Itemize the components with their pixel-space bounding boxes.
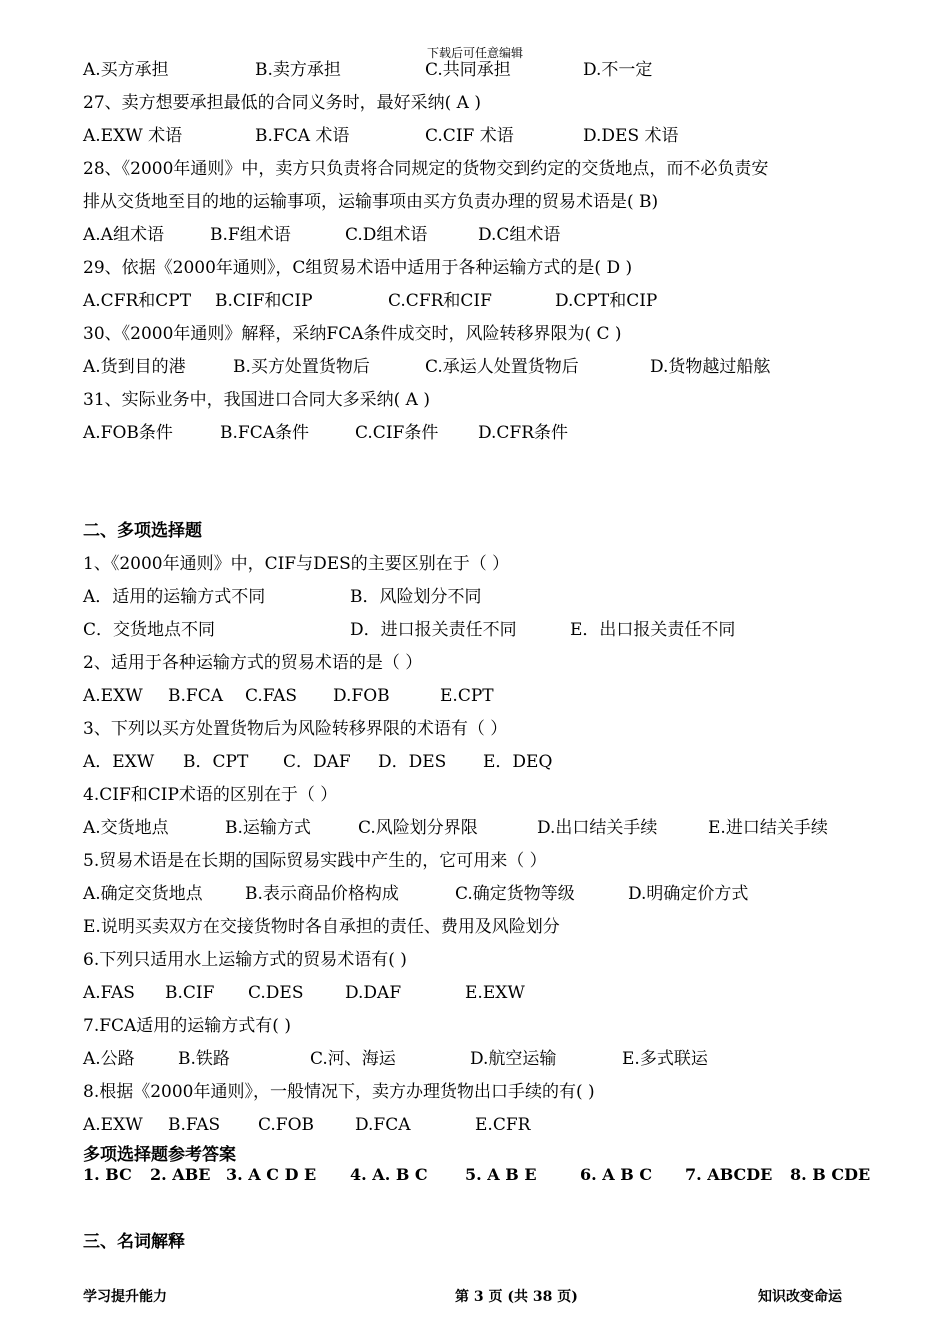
option-text: C.风险划分界限 bbox=[358, 818, 478, 838]
question-text: 31、实际业务中，我国进口合同大多采纳( A ) bbox=[83, 390, 430, 410]
answer-item: 4. A. B C bbox=[350, 1165, 428, 1184]
option-text: E.CFR bbox=[475, 1115, 531, 1135]
option-text: C.FOB bbox=[258, 1115, 315, 1135]
option-text: E.多式联运 bbox=[622, 1049, 708, 1069]
option-text: A.A组术语 bbox=[83, 225, 164, 245]
answer-item: 7. ABCDE bbox=[685, 1165, 773, 1184]
option-text: A.FAS bbox=[83, 983, 135, 1003]
section-title-term-explanation: 三、名词解释 bbox=[83, 1232, 185, 1252]
option-text: A.交货地点 bbox=[83, 818, 169, 838]
footer-right: 知识改变命运 bbox=[758, 1289, 842, 1305]
question-text: 29、依据《2000年通则》，C组贸易术语中适用于各种运输方式的是( D ) bbox=[83, 258, 633, 278]
question-text: 3、下列以买方处置货物后为风险转移界限的术语有（ ） bbox=[83, 719, 508, 739]
option-text: C．DAF bbox=[283, 752, 351, 772]
option-text: B．风险划分不同 bbox=[350, 587, 482, 607]
option-text: E.进口结关手续 bbox=[708, 818, 828, 838]
option-text: B.运输方式 bbox=[225, 818, 311, 838]
option-text: B.买方处置货物后 bbox=[233, 357, 370, 377]
option-text: C.CIF 术语 bbox=[425, 126, 514, 146]
option-text: A.买方承担 bbox=[83, 60, 169, 80]
option-text: B.FCA bbox=[168, 686, 223, 706]
option-text: A.CFR和CPT bbox=[83, 291, 192, 311]
option-text: B.铁路 bbox=[178, 1049, 230, 1069]
option-text: D.CFR条件 bbox=[478, 423, 569, 443]
option-text: B.FAS bbox=[168, 1115, 221, 1135]
option-text: A．EXW bbox=[83, 752, 155, 772]
option-text: C.DES bbox=[248, 983, 304, 1003]
option-text: D.FOB bbox=[333, 686, 390, 706]
option-text: E.EXW bbox=[465, 983, 525, 1003]
option-text: E．DEQ bbox=[483, 752, 553, 772]
question-text: 30、《2000年通则》解释，采纳FCA条件成交时，风险转移界限为( C ) bbox=[83, 324, 622, 344]
footer-page-number: 第 3 页 (共 38 页) bbox=[455, 1289, 578, 1305]
answer-item: 2. ABE bbox=[150, 1165, 211, 1184]
option-text: D．进口报关责任不同 bbox=[350, 620, 517, 640]
option-text: D.C组术语 bbox=[478, 225, 561, 245]
option-text: A.确定交货地点 bbox=[83, 884, 203, 904]
answers-title: 多项选择题参考答案 bbox=[83, 1145, 236, 1165]
question-text: E.说明买卖双方在交接货物时各自承担的责任、费用及风险划分 bbox=[83, 917, 560, 937]
footer-left: 学习提升能力 bbox=[83, 1289, 167, 1305]
option-text: E.CPT bbox=[440, 686, 494, 706]
option-text: D.航空运输 bbox=[470, 1049, 557, 1069]
option-text: D.CPT和CIP bbox=[555, 291, 658, 311]
question-text: 排从交货地至目的地的运输事项，运输事项由买方负责办理的贸易术语是( B) bbox=[83, 192, 659, 212]
option-text: A.EXW 术语 bbox=[83, 126, 183, 146]
option-text: C.D组术语 bbox=[345, 225, 428, 245]
option-text: C．交货地点不同 bbox=[83, 620, 216, 640]
option-text: D.明确定价方式 bbox=[628, 884, 749, 904]
question-text: 5.贸易术语是在长期的国际贸易实践中产生的，它可用来（ ） bbox=[83, 851, 547, 871]
option-text: A.FOB条件 bbox=[83, 423, 173, 443]
page-header: 下载后可任意编辑 bbox=[426, 46, 523, 60]
option-text: B.F组术语 bbox=[210, 225, 291, 245]
question-text: 7.FCA适用的运输方式有( ) bbox=[83, 1016, 291, 1036]
question-text: 1、《2000年通则》中，CIF与DES的主要区别在于（ ） bbox=[83, 554, 510, 574]
option-text: D.DAF bbox=[345, 983, 402, 1003]
question-text: 27、卖方想要承担最低的合同义务时，最好采纳( A ) bbox=[83, 93, 481, 113]
option-text: C.共同承担 bbox=[425, 60, 511, 80]
option-text: D.不一定 bbox=[583, 60, 653, 80]
section-title-multiple-choice: 二、多项选择题 bbox=[83, 521, 202, 541]
option-text: D．DES bbox=[378, 752, 447, 772]
option-text: D.货物越过船舷 bbox=[650, 357, 771, 377]
option-text: A.公路 bbox=[83, 1049, 135, 1069]
option-text: B.CIF bbox=[165, 983, 215, 1003]
option-text: C.确定货物等级 bbox=[455, 884, 575, 904]
answer-item: 1. BC bbox=[83, 1165, 132, 1184]
question-text: 4.CIF和CIP术语的区别在于（ ） bbox=[83, 785, 338, 805]
option-text: B．CPT bbox=[183, 752, 249, 772]
option-text: C.FAS bbox=[245, 686, 298, 706]
option-text: C.CFR和CIF bbox=[388, 291, 492, 311]
option-text: A．适用的运输方式不同 bbox=[83, 587, 266, 607]
option-text: A.EXW bbox=[83, 686, 143, 706]
option-text: A.货到目的港 bbox=[83, 357, 186, 377]
answer-item: 8. B CDE bbox=[790, 1165, 871, 1184]
option-text: C.CIF条件 bbox=[355, 423, 439, 443]
question-text: 6.下列只适用水上运输方式的贸易术语有( ) bbox=[83, 950, 407, 970]
option-text: E．出口报关责任不同 bbox=[570, 620, 736, 640]
option-text: B.FCA 术语 bbox=[255, 126, 350, 146]
option-text: A.EXW bbox=[83, 1115, 143, 1135]
option-text: C.河、海运 bbox=[310, 1049, 396, 1069]
option-text: B.卖方承担 bbox=[255, 60, 341, 80]
option-text: B.FCA条件 bbox=[220, 423, 309, 443]
answer-item: 6. A B C bbox=[580, 1165, 653, 1184]
option-text: B.表示商品价格构成 bbox=[245, 884, 399, 904]
option-text: D.FCA bbox=[355, 1115, 411, 1135]
option-text: D.DES 术语 bbox=[583, 126, 679, 146]
option-text: D.出口结关手续 bbox=[537, 818, 658, 838]
answer-item: 3. A C D E bbox=[226, 1165, 317, 1184]
question-text: 8.根据《2000年通则》，一般情况下，卖方办理货物出口手续的有( ) bbox=[83, 1082, 595, 1102]
option-text: B.CIF和CIP bbox=[215, 291, 313, 311]
answer-item: 5. A B E bbox=[465, 1165, 537, 1184]
question-text: 28、《2000年通则》中，卖方只负责将合同规定的货物交到约定的交货地点，而不必负责安 bbox=[83, 159, 769, 179]
option-text: C.承运人处置货物后 bbox=[425, 357, 579, 377]
question-text: 2、适用于各种运输方式的贸易术语的是（ ） bbox=[83, 653, 423, 673]
